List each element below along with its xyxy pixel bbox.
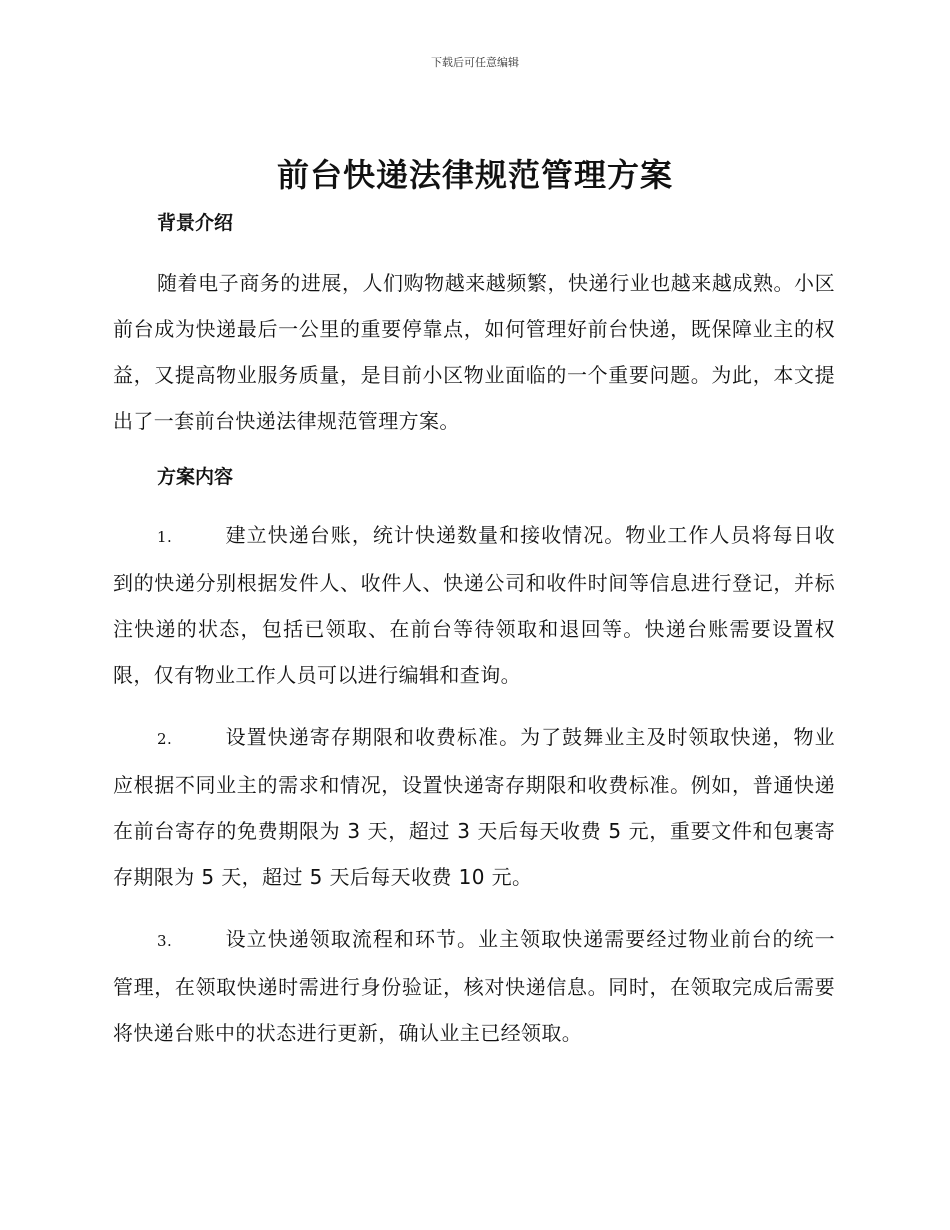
list-item-text: 设置快递寄存期限和收费标准。为了鼓舞业主及时领取快递，物业应根据不同业主的需求和情况，设置快递寄存期限和收费标准。例如，普通快递在前台寄存的免费期限为 3 天，超过 3 天后每天收费 5 元，重要文件和包裹寄存期限为 5 天，超过 5 天后每天收费 10 元。 xyxy=(113,725,835,889)
list-item xyxy=(113,714,835,900)
list-item-number: 1. xyxy=(157,528,173,546)
list-item xyxy=(113,512,835,698)
section-heading-background: 背景介绍 xyxy=(157,212,234,234)
section-heading-plan: 方案内容 xyxy=(157,466,234,488)
background-paragraph: 随着电子商务的进展，人们购物越来越频繁，快递行业也越来越成熟。小区前台成为快递最后一公里的重要停靠点，如何管理好前台快递，既保障业主的权益，又提高物业服务质量，是目前小区物业面临的一个重要问题。为此，本文提出了一套前台快递法律规范管理方案。 xyxy=(113,271,835,433)
list-item-number: 2. xyxy=(157,730,173,748)
document-title: 前台快递法律规范管理方案 xyxy=(276,156,673,194)
list-item-number: 3. xyxy=(157,932,173,950)
header-note: 下载后可任意编辑 xyxy=(431,56,519,69)
document-body xyxy=(113,202,835,1072)
plan-list xyxy=(113,512,835,1056)
list-item xyxy=(113,916,835,1056)
list-item-text: 设立快递领取流程和环节。业主领取快递需要经过物业前台的统一管理，在领取快递时需进行身份验证，核对快递信息。同时，在领取完成后需要将快递台账中的状态进行更新，确认业主已经领取。 xyxy=(113,927,835,1045)
list-item-text: 建立快递台账，统计快递数量和接收情况。物业工作人员将每日收到的快递分别根据发件人、收件人、快递公司和收件时间等信息进行登记，并标注快递的状态，包括已领取、在前台等待领取和退回等。快递台账需要设置权限，仅有物业工作人员可以进行编辑和查询。 xyxy=(113,523,835,687)
